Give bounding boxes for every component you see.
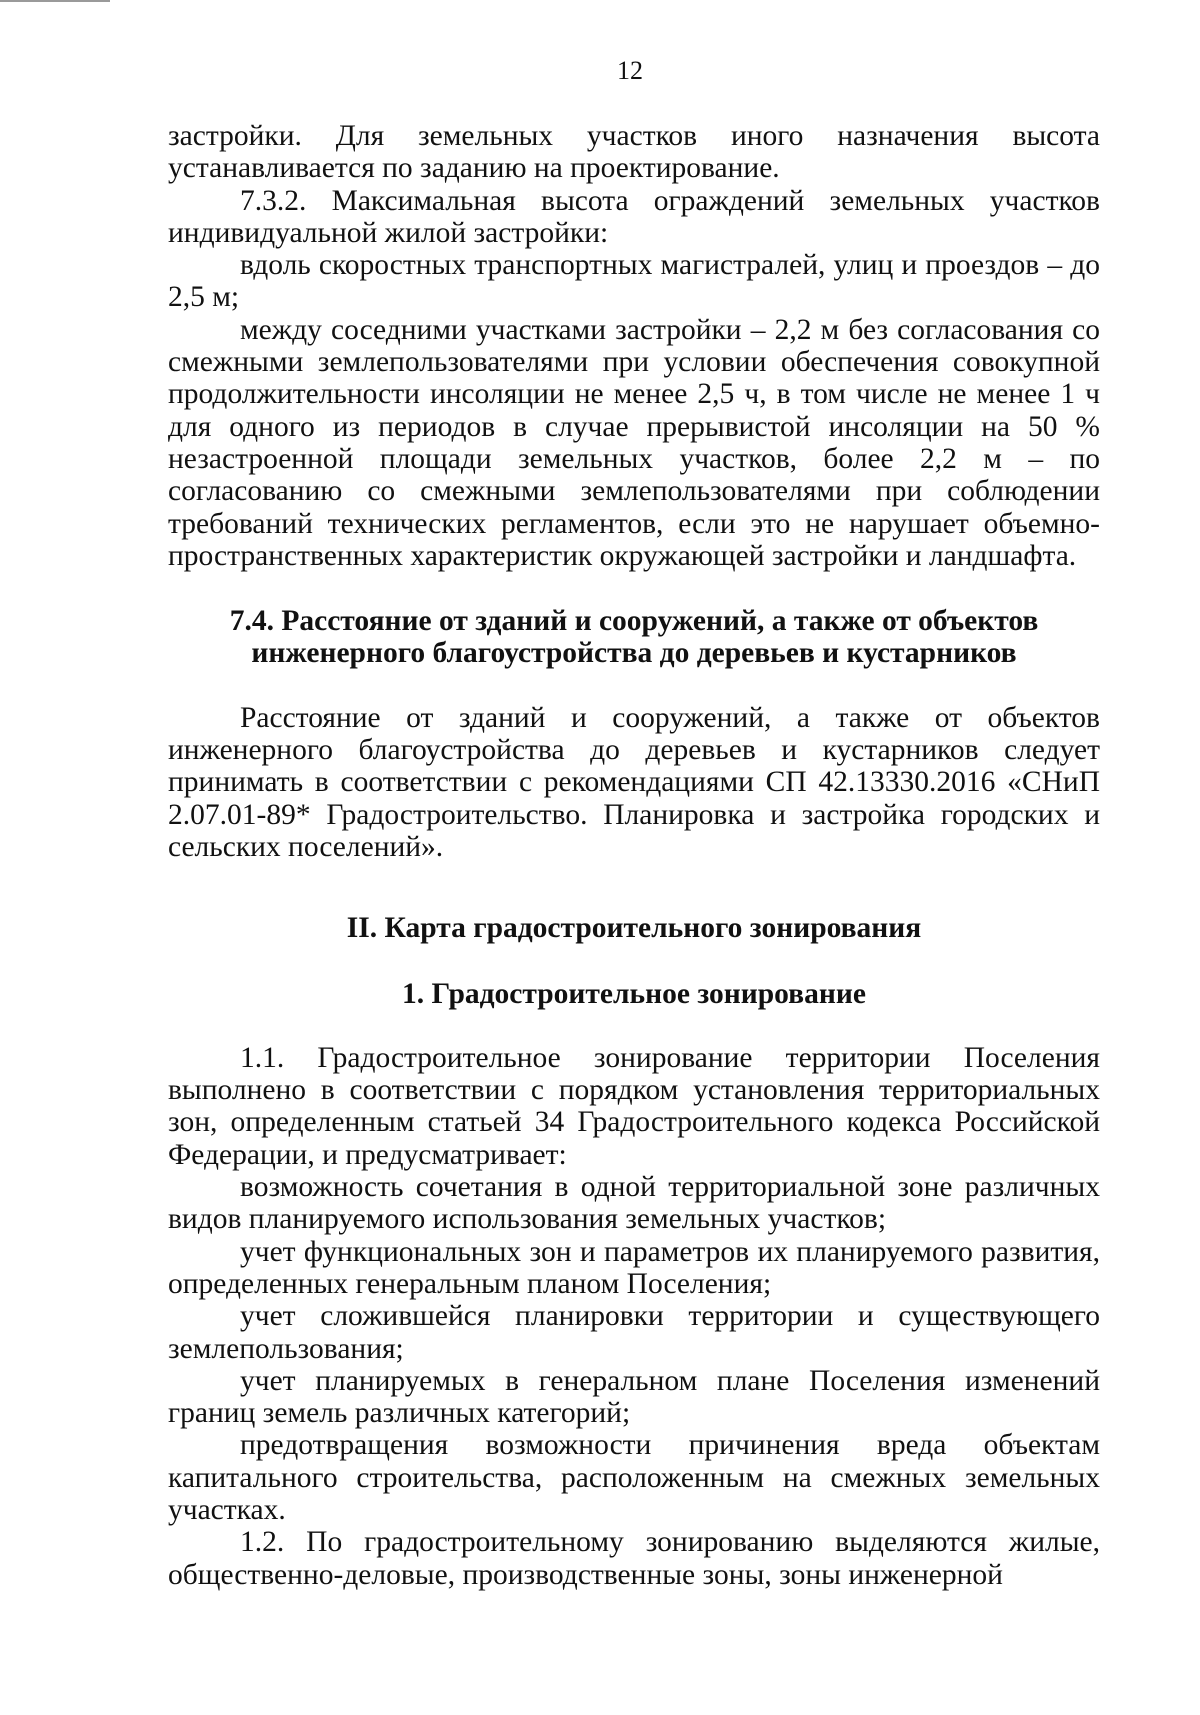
paragraph-fence-roads: вдоль скоростных транспортных магистралей, улиц и проездов – до 2,5 м;: [168, 249, 1100, 314]
section-heading-7-4: [168, 605, 1100, 670]
paragraph-harm-prevention: предотвращения возможности причинения вреда объектам капитального строительства, расположенным на смежных земельных участках.: [168, 1429, 1100, 1526]
page-number: 12: [617, 56, 643, 85]
paragraph-existing-layout: учет сложившейся планировки территории и существующего землепользования;: [168, 1300, 1100, 1365]
section-heading-7-4-line-2: инженерного благоустройства до деревьев и кустарников: [251, 637, 1017, 670]
paragraph-1-1: 1.1. Градостроительное зонирование территории Поселения выполнено в соответствии с порядком установления территориальных зон, определенным статьей 34 Градостроительного кодекса Российской Федерации, и предусматривает:: [168, 1041, 1100, 1171]
scan-edge-mark: [0, 0, 110, 2]
paragraph-1-2: 1.2. По градостроительному зонированию выделяются жилые, общественно-деловые, производственные зоны, зоны инженерной: [168, 1526, 1100, 1591]
section-heading-1: [168, 978, 1100, 1010]
paragraph-functional-zones: учет функциональных зон и параметров их планируемого развития, определенных генеральным планом Поселения;: [168, 1235, 1100, 1300]
document-body: [168, 120, 1100, 1591]
paragraph-tree-distance: Расстояние от зданий и сооружений, а также от объектов инженерного благоустройства до деревьев и кустарников следует принимать в соответствии с рекомендациями СП 42.13330.2016 «СНиП 2.07.01-89* Градостроительство. Планировка и застройка городских и сельских поселений».: [168, 701, 1100, 863]
section-heading-1-text: 1. Градостроительное зонирование: [402, 977, 866, 1010]
paragraph-7-3-2: 7.3.2. Максимальная высота ограждений земельных участков индивидуальной жилой застройки:: [168, 184, 1100, 249]
chapter-heading-II-text: II. Карта градостроительного зонирования: [346, 912, 922, 945]
paragraph-combination: возможность сочетания в одной территориальной зоне различных видов планируемого использования земельных участков;: [168, 1171, 1100, 1236]
paragraph-land-categories: учет планируемых в генеральном плане Поселения изменений границ земель различных категорий;: [168, 1364, 1100, 1430]
paragraph-continuation: застройки. Для земельных участков иного назначения высота устанавливается по заданию на проектирование.: [168, 120, 1100, 185]
paragraph-fence-neighbors: между соседними участками застройки – 2,2 м без согласования со смежными землепользователями при условии обеспечения совокупной продолжительности инсоляции не менее 2,5 ч, в том числе не менее 1 ч для одного из периодов в случае прерывистой инсоляции на 50 % незастроенной площади земельных участков, более 2,2 м – по согласованию со смежными землепользователями при соблюдении требований технических регламентов, если это не нарушает объемно-пространственных характеристик окружающей застройки и ландшафта.: [168, 313, 1100, 572]
section-heading-7-4-line-1: 7.4. Расстояние от зданий и сооружений, а также от объектов: [229, 605, 1039, 638]
chapter-heading-II: [168, 912, 1100, 944]
